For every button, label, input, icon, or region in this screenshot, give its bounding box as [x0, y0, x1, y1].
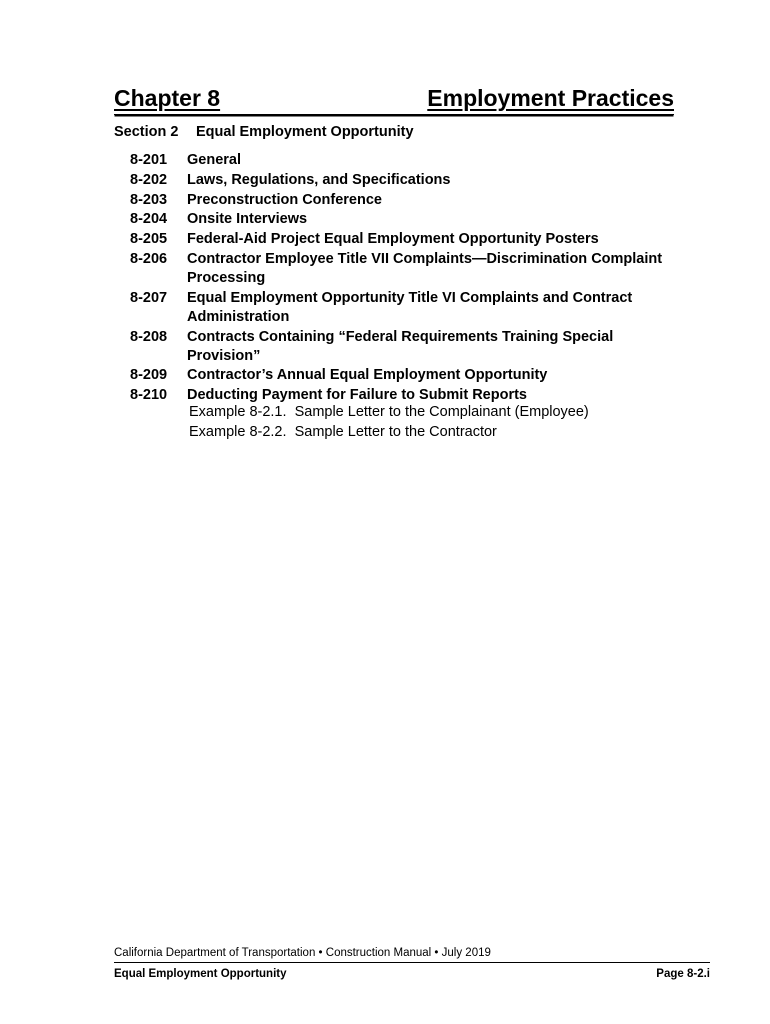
- chapter-label: Chapter 8: [114, 85, 221, 111]
- toc-item-title: Laws, Regulations, and Specifications: [187, 171, 451, 188]
- toc-item-number: 8-206: [130, 250, 168, 267]
- toc-item: [130, 230, 670, 249]
- toc-item: [130, 366, 670, 385]
- toc-item: [130, 250, 670, 288]
- toc-item: [130, 210, 670, 229]
- toc-item-number: 8-205: [130, 231, 168, 248]
- toc-item-title: Equal Employment Opportunity Title VI Complaints and Contract Administration: [187, 289, 633, 325]
- toc-item: [130, 328, 670, 366]
- footer-bar: [114, 965, 710, 983]
- toc-item-title: Contractor’s Annual Equal Employment Opportunity: [187, 367, 548, 384]
- toc-item: [130, 171, 670, 190]
- example-item: Example 8-2.2. Sample Letter to the Contractor: [189, 424, 497, 440]
- toc-item-title: General: [187, 152, 241, 168]
- toc-item-number: 8-210: [130, 387, 168, 404]
- toc-item-number: 8-201: [130, 152, 168, 168]
- toc-item-number: 8-209: [130, 367, 168, 384]
- toc-item-number: 8-204: [130, 211, 168, 228]
- toc-item: [130, 191, 670, 210]
- section-number: Section 2: [114, 124, 179, 140]
- example-item: Example 8-2.1. Sample Letter to the Complainant (Employee): [189, 404, 589, 420]
- chapter-header: [114, 84, 674, 115]
- toc-item-number: 8-203: [130, 191, 168, 208]
- section-heading: [114, 122, 414, 142]
- examples-list: [189, 402, 589, 442]
- toc-item-number: 8-208: [130, 328, 168, 345]
- table-of-contents: [130, 151, 670, 406]
- section-title: Equal Employment Opportunity: [196, 124, 414, 140]
- page-footer: [114, 946, 710, 983]
- toc-item: [130, 151, 670, 170]
- toc-item-title: Deducting Payment for Failure to Submit Reports: [187, 387, 527, 404]
- toc-item-title: Preconstruction Conference: [187, 191, 382, 208]
- toc-item-title: Contracts Containing “Federal Requirements Training Special Provision”: [187, 328, 614, 364]
- footer-source: California Department of Transportation • Construction Manual • July 2019: [114, 946, 710, 963]
- toc-item-number: 8-207: [130, 289, 168, 306]
- chapter-title: Employment Practices: [427, 85, 674, 111]
- toc-item-title: Contractor Employee Title VII Complaints—Discrimination Complaint Processing: [187, 250, 663, 286]
- toc-item-title: Onsite Interviews: [187, 211, 308, 228]
- page-number: Page 8-2.i: [656, 968, 710, 980]
- footer-section-title: Equal Employment Opportunity: [114, 968, 287, 980]
- toc-item-title: Federal-Aid Project Equal Employment Opportunity Posters: [187, 231, 599, 248]
- toc-item-number: 8-202: [130, 171, 168, 188]
- toc-item: [130, 289, 670, 327]
